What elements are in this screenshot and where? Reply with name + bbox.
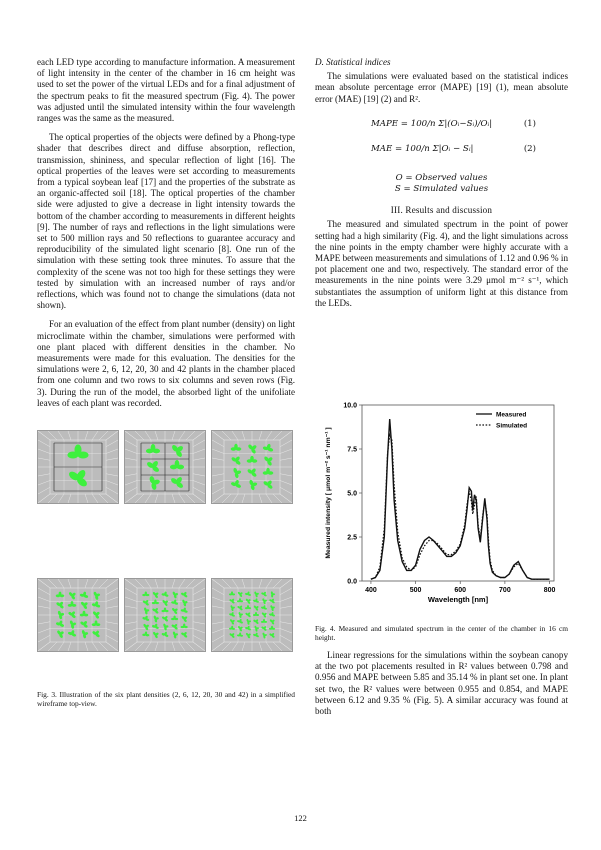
plant-leaf-icon xyxy=(144,607,150,615)
plant-leaf-icon xyxy=(230,604,236,611)
plant-leaf-icon xyxy=(181,590,189,598)
plant-leaf-icon xyxy=(142,631,149,636)
def-observed: O = Observed values xyxy=(395,173,488,184)
plant-leaf-icon xyxy=(269,611,276,617)
y-tick-label: 7.5 xyxy=(347,446,357,454)
wireframe-image xyxy=(38,431,118,503)
x-tick-label: 700 xyxy=(499,587,511,594)
plant-leaf-icon xyxy=(269,618,276,625)
plant-leaf-icon xyxy=(230,478,242,488)
plant-leaf-icon xyxy=(171,599,179,605)
plant-leaf-icon xyxy=(142,598,150,606)
plant-leaf-icon xyxy=(253,604,260,611)
plant-leaf-icon xyxy=(80,599,90,609)
plant-leaf-icon xyxy=(57,628,66,638)
plant-leaf-icon xyxy=(163,623,169,631)
y-tick-label: 2.5 xyxy=(347,534,357,542)
plant-leaf-icon xyxy=(261,590,268,597)
plant-leaf-icon xyxy=(149,474,162,490)
right-column xyxy=(315,57,568,317)
plant-leaf-icon xyxy=(171,622,179,630)
paragraph: For an evaluation of the effect from plant number (density) on light microclimate within the chamber, simulations were performed with one plant placed with different densities in the chamber. No measurements were made for this evaluation. The densities for the simulations were 2, 6, 12, 20, 30 and 42 plants in the chamber placed from one column and two rows to six columns and seven rows (Fig. 3). During the run of the model, the absorbed light of the unifoliate leaves of each plant was recorded. xyxy=(37,319,295,408)
figure-3 xyxy=(37,430,295,682)
plant-leaf-icon xyxy=(262,597,268,604)
eq2-number: (2) xyxy=(523,144,536,155)
x-axis-label: Wavelength [nm] xyxy=(427,595,489,604)
plant-leaf-icon xyxy=(172,606,180,614)
plant-leaf-icon xyxy=(172,631,178,639)
plant-leaf-icon xyxy=(80,619,90,629)
plant-leaf-icon xyxy=(263,454,275,467)
plant-leaf-icon xyxy=(229,631,236,638)
plant-leaf-icon xyxy=(261,624,268,631)
x-tick-label: 400 xyxy=(365,587,377,594)
plant-leaf-icon xyxy=(231,454,244,466)
section-title: III. Results and discussion xyxy=(390,205,493,216)
plant-leaf-icon xyxy=(253,598,260,604)
plant-leaf-icon xyxy=(171,615,178,620)
plant-leaf-icon xyxy=(245,597,252,604)
plant-leaf-icon xyxy=(92,609,102,619)
plant-leaf-icon xyxy=(152,599,159,604)
plant-leaf-icon xyxy=(229,611,236,617)
plant-leaf-icon xyxy=(253,612,259,616)
plant-leaf-icon xyxy=(253,618,260,625)
plant-leaf-icon xyxy=(229,625,235,630)
eq1-number: (1) xyxy=(523,118,536,129)
density-panel-12 xyxy=(211,430,293,504)
plant-leaf-icon xyxy=(237,590,244,597)
paragraph: each LED type according to manufacture information. A measurement of light intensity in the center of the chamber in 16 cm height was used to set the power of the virtual LEDs and for a final adjustment of the spectrum peaks to fit the measured spectrum (Fig. 4). The power was adjusted until the simulated intensity within the four wavelength ranges was the same as the measured. xyxy=(37,57,295,124)
plant-leaf-icon xyxy=(162,598,170,606)
plant-leaf-icon xyxy=(67,444,88,458)
plant-leaf-icon xyxy=(254,591,260,598)
y-tick-label: 10.0 xyxy=(343,402,357,410)
paragraph: Linear regressions for the simulations within the soybean canopy at the two pot placements resulted in R² values between 0.798 and 0.956 and MAPE between 5.85 and 35.14 % in plant set one. In plant set two, the R² values were between 0.955 and 0.854, and MAPE between 6.12 and 9.35 % (Fig. 5). A similar accuracy was found at both xyxy=(315,650,568,717)
plant-leaf-icon xyxy=(67,464,92,488)
wireframe-image xyxy=(212,579,292,651)
plant-leaf-icon xyxy=(182,598,189,606)
plant-leaf-icon xyxy=(93,590,101,600)
figure-4-caption: Fig. 4. Measured and simulated spectrum in the center of the chamber in 16 cm height. xyxy=(315,624,568,643)
plant-leaf-icon xyxy=(269,597,276,604)
subsection-heading: D. Statistical indices xyxy=(315,57,391,67)
plant-leaf-icon xyxy=(253,632,260,638)
plant-leaf-icon xyxy=(170,460,184,469)
y-tick-label: 5.0 xyxy=(347,490,357,498)
left-column xyxy=(37,57,295,417)
y-tick-label: 0.0 xyxy=(347,578,357,586)
plant-leaf-icon xyxy=(247,456,258,463)
x-tick-label: 800 xyxy=(543,587,556,594)
plant-leaf-icon xyxy=(161,614,169,622)
plant-leaf-icon xyxy=(146,457,163,473)
plant-leaf-icon xyxy=(153,630,161,638)
plant-leaf-icon xyxy=(263,468,274,475)
y-axis-label: Measured intensity [ μmol m⁻² s⁻¹ nm⁻¹ ] xyxy=(325,427,332,559)
plant-leaf-icon xyxy=(146,444,160,453)
density-panel-2 xyxy=(37,430,119,504)
plant-leaf-icon xyxy=(261,604,268,610)
plant-leaf-icon xyxy=(233,466,243,478)
plant-leaf-icon xyxy=(81,629,89,639)
eq2-rhs: 100/n Σ|Oᵢ − Sᵢ| xyxy=(404,144,474,155)
plant-leaf-icon xyxy=(68,629,78,637)
plant-leaf-icon xyxy=(161,630,169,637)
plant-leaf-icon xyxy=(269,626,275,630)
density-panel-42 xyxy=(211,578,293,652)
plant-leaf-icon xyxy=(247,466,260,478)
series-line-simulated xyxy=(371,435,550,579)
plant-leaf-icon xyxy=(246,618,252,625)
plant-leaf-icon xyxy=(229,591,235,595)
plant-leaf-icon xyxy=(181,614,189,622)
plant-leaf-icon xyxy=(247,442,259,455)
plant-leaf-icon xyxy=(68,601,76,607)
plant-leaf-icon xyxy=(142,591,149,596)
plant-leaf-icon xyxy=(245,605,251,609)
page-number: 122 xyxy=(294,813,307,823)
wireframe-image xyxy=(125,579,205,651)
figure-3-caption: Fig. 3. Illustration of the six plant densities (2, 6, 12, 20, 30 and 42) in a simplified wireframe top-view. xyxy=(37,690,295,709)
plant-leaf-icon xyxy=(68,590,78,600)
plant-leaf-icon xyxy=(80,591,90,599)
eq2-lhs: MAE = xyxy=(371,144,403,155)
plant-leaf-icon xyxy=(80,611,88,617)
plant-leaf-icon xyxy=(261,611,268,618)
plant-leaf-icon xyxy=(181,623,188,628)
legend-label: Measured xyxy=(496,411,527,419)
plant-leaf-icon xyxy=(170,473,187,489)
paragraph: The simulations were evaluated based on the statistical indices mean absolute percentage error (MAPE) [19] (1), mean absolute error (MAE) [19] (2) and R². xyxy=(315,71,568,104)
plant-leaf-icon xyxy=(181,630,189,638)
equation-2 xyxy=(371,144,536,155)
wireframe-image xyxy=(212,431,292,503)
plant-leaf-icon xyxy=(269,631,276,638)
plant-leaf-icon xyxy=(142,614,150,621)
eq1-rhs: 100/n Σ|(Oᵢ−Sᵢ)/Oᵢ| xyxy=(410,118,493,129)
plant-leaf-icon xyxy=(92,628,102,638)
definitions xyxy=(315,173,568,195)
plant-leaf-icon xyxy=(238,611,244,618)
plant-leaf-icon xyxy=(161,607,168,612)
plant-leaf-icon xyxy=(56,592,64,598)
plant-leaf-icon xyxy=(231,444,242,451)
equation-1 xyxy=(371,119,536,130)
figure-4-chart xyxy=(318,395,566,617)
plant-leaf-icon xyxy=(92,620,100,626)
plant-leaf-icon xyxy=(172,590,179,598)
plant-leaf-icon xyxy=(271,591,276,597)
plant-leaf-icon xyxy=(262,442,274,452)
plant-leaf-icon xyxy=(152,590,160,598)
plant-leaf-icon xyxy=(153,615,159,623)
plant-leaf-icon xyxy=(230,618,237,625)
paragraph: The measured and simulated spectrum in the point of power setting had a high similarity (Fig. 4), and the light simulations across the nine points in the empty chamber were highly accurate with a MAPE between measurements and simulations of 1.12 and 0.96 % in pot placement one and two, respectively. The standard error of the measurements in the nine points were 3.29 μmol m⁻² s⁻¹, which substantiates the assumption of uniform light at this distance from the LEDs. xyxy=(315,219,568,308)
plant-leaf-icon xyxy=(263,478,276,490)
plant-leaf-icon xyxy=(56,599,66,609)
series-line-measured xyxy=(371,419,550,579)
right-column-bottom xyxy=(315,650,568,725)
x-tick-label: 600 xyxy=(454,587,467,594)
x-tick-label: 500 xyxy=(409,587,422,594)
plant-leaf-icon xyxy=(245,625,252,631)
density-panel-6 xyxy=(124,430,206,504)
equation-block xyxy=(315,119,568,195)
wireframe-image xyxy=(125,431,205,503)
plant-leaf-icon xyxy=(161,591,169,597)
plant-leaf-icon xyxy=(246,631,253,638)
plant-leaf-icon xyxy=(69,619,77,629)
density-panel-30 xyxy=(124,578,206,652)
plant-leaf-icon xyxy=(270,604,276,611)
plant-leaf-icon xyxy=(245,611,252,618)
wireframe-image xyxy=(38,579,118,651)
plant-leaf-icon xyxy=(143,622,151,630)
plant-leaf-icon xyxy=(180,607,188,613)
plant-leaf-icon xyxy=(229,597,236,604)
density-panel-20 xyxy=(37,578,119,652)
plant-leaf-icon xyxy=(152,606,160,614)
legend-label: Simulated xyxy=(496,422,528,430)
plant-leaf-icon xyxy=(245,591,252,597)
plant-leaf-icon xyxy=(238,625,245,632)
eq1-lhs: MAPE = xyxy=(371,118,408,129)
paragraph: The optical properties of the objects were defined by a Phong-type shader that describes direct and diffuse absorption, reflection, transmission, shininess, and specular reflection of light [16]. The optical properties of the leaves were set according to measurements from a typical soybean leaf [17] and the properties of the substrate as an organic-affected soil [18]. The optical properties of the chamber side were adjusted to give a decrease in light intensity towards the bottom of the chamber according to measurements in different heights [9]. The number of rays and reflections in the light simulations were set to 500 million rays and 50 reflections to guarantee accuracy and reproducibility of the simulated light scenario [8]. One run of the simulation with these setting took three minutes. To assure that the complexity of the scene was not too high for these settings they were tested by simulation with an increased number of rays and/or reflections, which was found not to change the simulations (data not shown). xyxy=(37,132,295,311)
plant-leaf-icon xyxy=(262,632,268,639)
def-simulated: S = Simulated values xyxy=(394,184,489,195)
plant-leaf-icon xyxy=(68,609,78,619)
plant-leaf-icon xyxy=(249,478,259,490)
